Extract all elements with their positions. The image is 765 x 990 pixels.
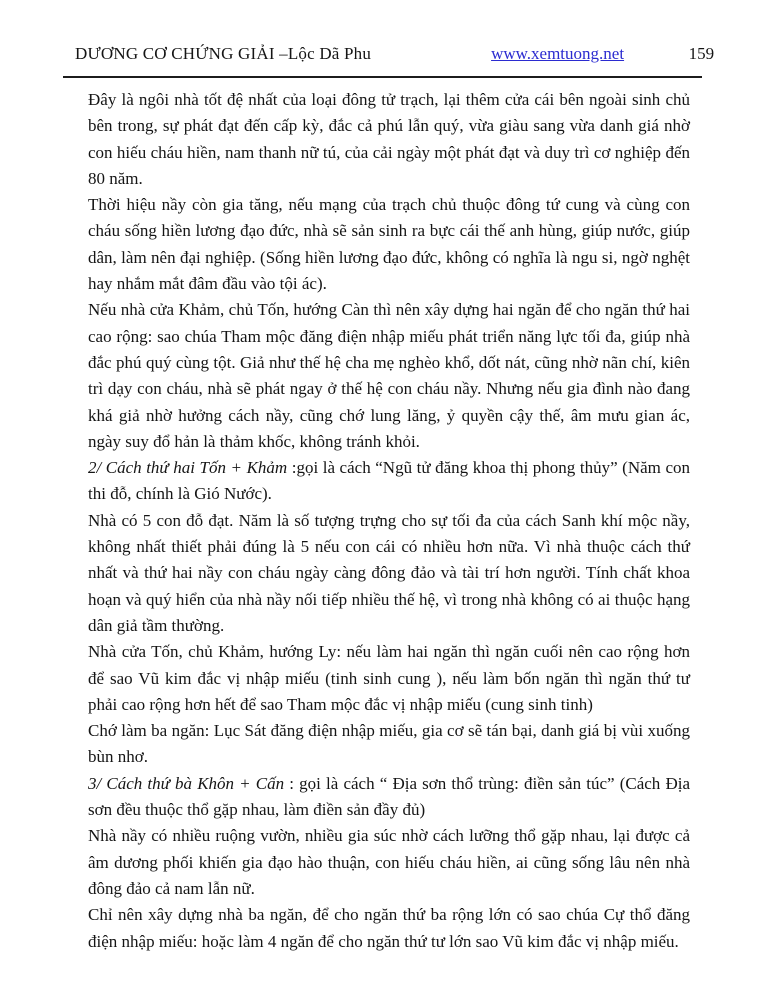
paragraph-text: :gọi là cách “Ngũ tử đăng khoa thị phong thủy” (Năm con thi đỗ, chính là Gió Nước).	[88, 458, 690, 504]
paragraph-lead-italic: 2/ Cách thứ hai Tốn + Khảm	[88, 458, 288, 478]
body-text	[88, 87, 690, 955]
paragraph-text: Chỉ nên xây dựng nhà ba ngăn, để cho ngăn thứ ba rộng lớn có sao chúa Cự thổ đăng điện nhập miếu: hoặc làm 4 ngăn để cho ngăn thứ tư lớn sao Vũ kim đắc vị nhập miếu.	[88, 905, 690, 951]
paragraph-text: Chớ làm ba ngăn: Lục Sát đăng điện nhập miếu, gia cơ sẽ tán bại, danh giá bị vùi xuống bùn nhơ.	[88, 721, 690, 767]
paragraph-text: Thời hiệu nầy còn gia tăng, nếu mạng của trạch chủ thuộc đông tứ cung và cùng con cháu sống hiền lương đạo đức, nhà sẽ sản sinh ra bực cái thế anh hùng, giúp nước, giúp dân, làm nên đại nghiệp. (Sống hiền lương đạo đức, không có nghĩa là ngu si, ngờ nghệt hay nhắm mắt đâm đầu vào tội ác).	[88, 195, 690, 294]
paragraph	[88, 639, 690, 718]
website-link[interactable]: www.xemtuong.net	[491, 44, 625, 63]
page-number: 159	[688, 44, 715, 63]
paragraph-text: Nhà có 5 con đỗ đạt. Năm là số tượng trựng cho sự tối đa của cách Sanh khí mộc nầy, không nhất thiết phải đúng là 5 nếu con cái có nhiều hơn nữa. Vì nhà thuộc cách thứ nhất và thứ hai nầy con cháu ngày càng đông đảo và tài trí hơn người. Tính chất khoa hoạn và quý hiển của nhà nầy nối tiếp nhiều thế hệ, vì trong nhà không có ai thuộc hạng dân giả tầm thường.	[88, 510, 690, 635]
paragraph	[88, 902, 690, 955]
paragraph	[88, 771, 690, 824]
paragraph-text: Nếu nhà cửa Khảm, chủ Tốn, hướng Càn thì nên xây dựng hai ngăn để cho ngăn thứ hai cao rộng: sao chúa Tham mộc đăng điện nhập miếu phát triển năng lực tối đa, giúp nhà đắc phú quý cùng tột. Giả như thế hệ cha mẹ nghèo khổ, dốt nát, cũng nhờ nãn chí, kiên trì dạy con cháu, nhà sẽ phát ngay ở thế hệ con cháu nầy. Nhưng nếu gia đình nào đang khá giả nhờ hưởng cách nầy, cũng chớ lung lăng, ỷ quyền cậy thế, âm mưu gian ác, ngày suy đổ hản là thảm khốc, không tránh khỏi.	[88, 300, 690, 451]
header-divider	[63, 76, 702, 78]
paragraph-lead-italic: 3/ Cách thứ bà Khôn + Cấn	[88, 773, 285, 793]
paragraph-text: Nhà nầy có nhiều ruộng vườn, nhiều gia súc nhờ cách lưỡng thổ gặp nhau, lại được cả âm dương phối khiến gia đạo hào thuận, con hiếu cháu hiền, ai cũng sống lâu nên nhà đông đảo cả nam lẫn nữ.	[88, 826, 690, 898]
paragraph-text: Nhà cửa Tốn, chủ Khảm, hướng Ly: nếu làm hai ngăn thì ngăn cuối nên cao rộng hơn để sao Vũ kim đắc vị nhập miếu (tinh sinh cung ), nếu làm bốn ngăn thì ngăn thứ tư phải cao rộng hơn hết để sao Tham mộc đắc vị nhập miếu (cung sinh tinh)	[88, 642, 690, 714]
paragraph	[88, 297, 690, 455]
paragraph-text: : gọi là cách “ Địa sơn thổ trùng: điền sản túc” (Cách Địa sơn đều thuộc thổ gặp nhau, làm điền sản đầy đủ)	[88, 773, 690, 820]
paragraph	[88, 508, 690, 639]
paragraph	[88, 823, 690, 902]
paragraph	[88, 455, 690, 508]
paragraph	[88, 192, 690, 297]
page-header	[63, 44, 715, 63]
header-title: DƯƠNG CƠ CHỨNG GIẢI –Lộc Dã Phu	[75, 44, 372, 63]
paragraph	[88, 87, 690, 192]
paragraph	[88, 718, 690, 771]
paragraph-text: Đây là ngôi nhà tốt đệ nhất của loại đông tử trạch, lại thêm cửa cái bên ngoài sinh chủ bên trong, sự phát đạt đến cấp kỳ, đắc cả phú lẫn quý, vừa giàu sang vừa danh giá nhờ con hiếu cháu hiền, nam thanh nữ tú, của cải ngày một phát đạt và duy trì cơ nghiệp đến 80 năm.	[88, 90, 690, 188]
